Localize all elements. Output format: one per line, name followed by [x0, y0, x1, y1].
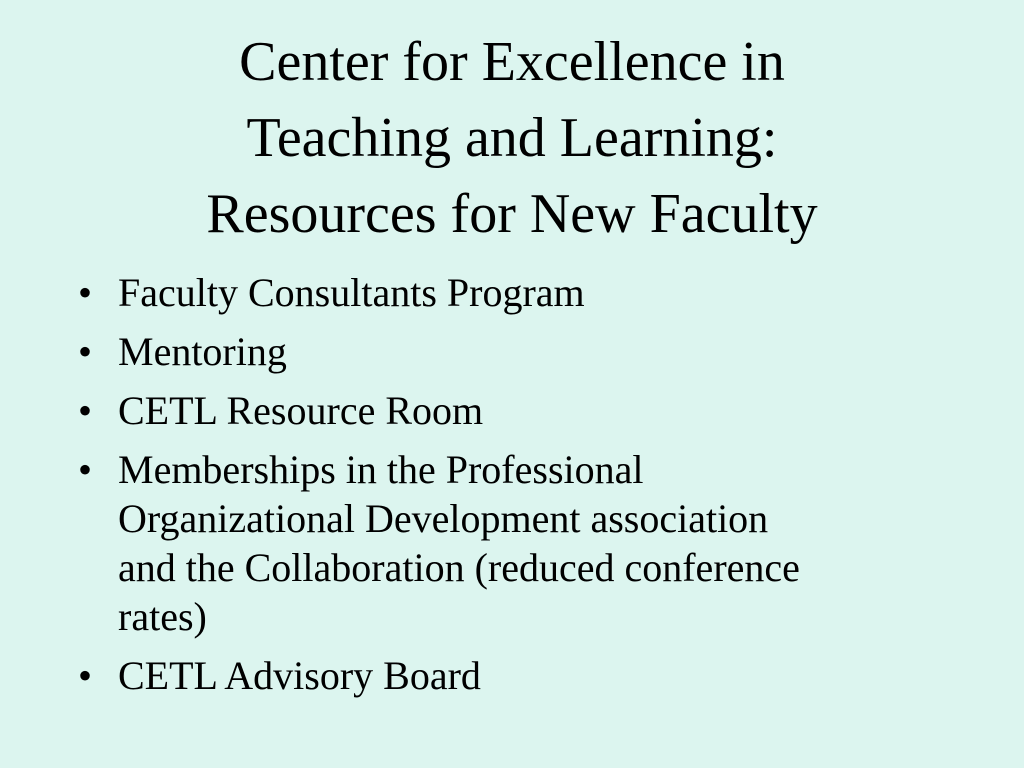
bullet-text: CETL Resource Room	[118, 388, 484, 433]
bullet-list	[78, 268, 978, 710]
bullet-text: Mentoring	[118, 329, 287, 374]
bullet-icon: •	[78, 329, 93, 374]
bullet-icon: •	[78, 388, 93, 433]
bullet-text-line-1: Memberships in the Professional	[118, 447, 644, 492]
title-line-2: Teaching and Learning:	[246, 107, 778, 169]
bullet-icon: •	[78, 447, 93, 492]
bullet-icon: •	[78, 653, 93, 698]
bullet-text: CETL Advisory Board	[118, 653, 481, 698]
bullet-item-faculty-consultants	[78, 268, 978, 317]
bullet-icon: •	[78, 270, 93, 315]
slide-title	[0, 24, 1024, 252]
bullet-item-mentoring	[78, 327, 978, 376]
bullet-text-line-4: rates)	[118, 594, 207, 639]
bullet-text-line-3: and the Collaboration (reduced conference	[118, 545, 800, 590]
bullet-item-resource-room	[78, 386, 978, 435]
bullet-text: Faculty Consultants Program	[118, 270, 585, 315]
bullet-item-memberships	[78, 445, 978, 641]
title-line-3: Resources for New Faculty	[206, 183, 818, 245]
bullet-text-line-2: Organizational Development association	[118, 496, 769, 541]
bullet-item-advisory-board	[78, 651, 978, 700]
title-line-1: Center for Excellence in	[239, 31, 785, 93]
